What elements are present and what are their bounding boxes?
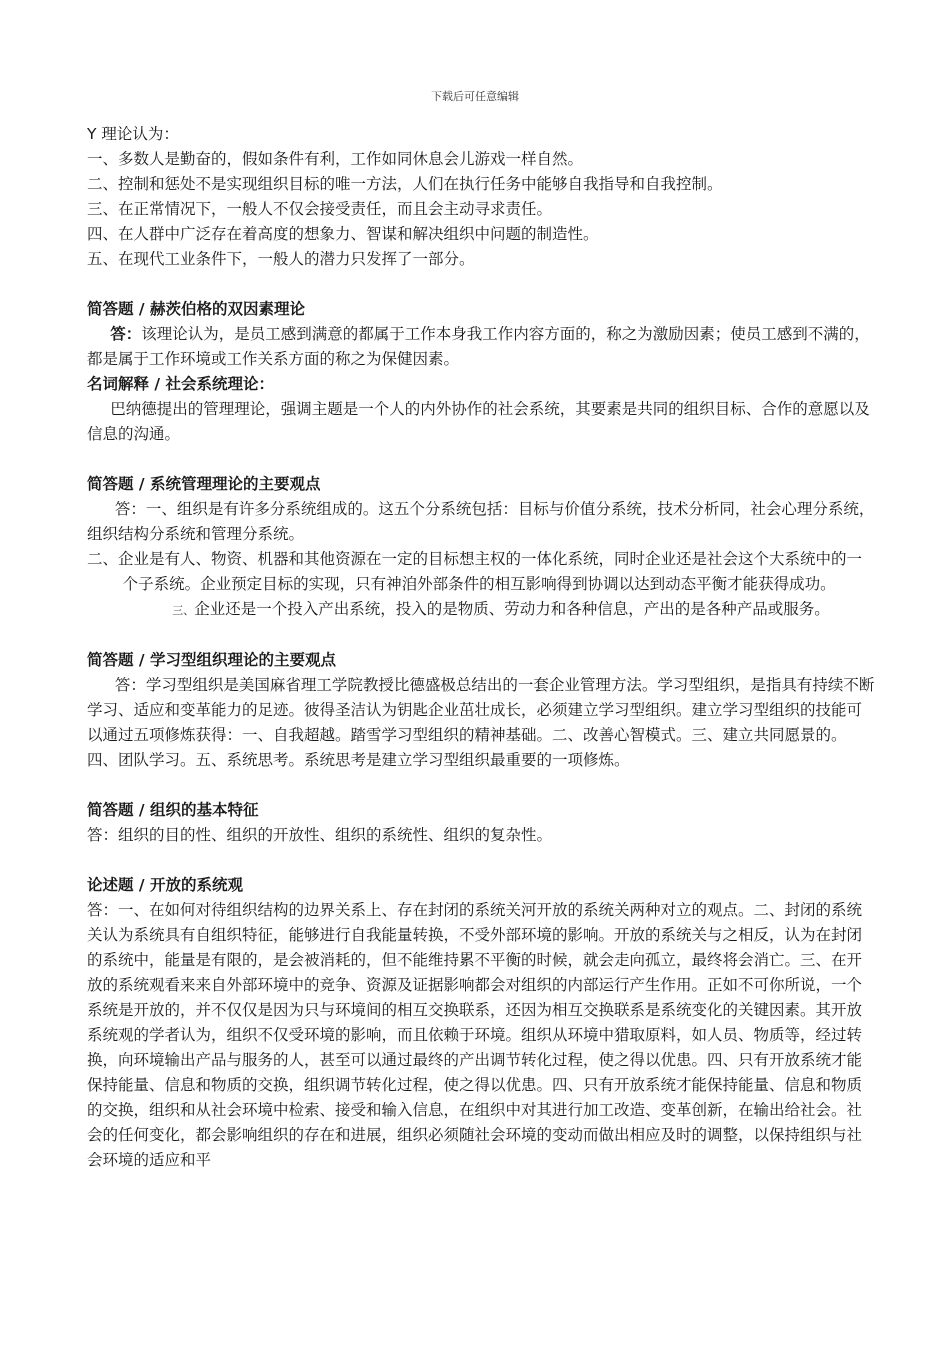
document-body [87,122,877,1173]
section-heading-social-system: 名词解释 / 社会系统理论： [87,375,274,393]
section-heading-herzberg: 简答题 / 赫茨伯格的双因素理论 [87,300,305,318]
herzberg-answer [87,322,877,372]
y-theory-item-5: 五、在现代工业条件下，一般人的潜力只发挥了一部分。 [87,250,475,268]
system-management-point-2: 二、企业是有人、物资、机器和其他资源在一定的目标想主权的一体化系统，同时企业还是社会这个大系统中的一个子系统。企业预定目标的实现，只有神洎外部条件的相互影响得到协调以达到动态平衡才能获得成功。 [87,550,863,593]
social-system-body: 巴纳德提出的管理理论，强调主题是一个人的内外协作的社会系统，其要素是共同的组织目标、合作的意愿以及信息的沟通。 [87,400,870,443]
system-management-point-3 [87,597,877,623]
section-heading-org-features: 简答题 / 组织的基本特征 [87,801,259,819]
section-heading-open-system: 论述题 / 开放的系统观 [87,876,243,894]
page-header: 下载后可任意编辑 [431,90,519,103]
y-theory-item-3: 三、在正常情况下，一般人不仅会接受责任，而且会主动寻求责任。 [87,200,553,218]
section-heading-learning-org: 简答题 / 学习型组织理论的主要观点 [87,651,336,669]
learning-org-body: 答：学习型组织是美国麻省理工学院教授比德盛极总结出的一套企业管理方法。学习型组织，是指具有持续不断学习、适应和变革能力的足迹。彼得圣洁认为钥匙企业茁壮成长，必须建立学习型组织。建立学习型组织的技能可以通过五项修炼获得：一、自我超越。踏雪学习型组织的精神基础。二、改善心智模式。三、建立共同愿景的。四、团队学习。五、系统思考。系统思考是建立学习型组织最重要的一项修炼。 [87,676,875,769]
answer-label: 答： [110,325,142,343]
org-features-body: 答：组织的目的性、组织的开放性、组织的系统性、组织的复杂性。 [87,826,553,844]
section-heading-system-management: 简答题 / 系统管理理论的主要观点 [87,475,321,493]
system-management-point-1: 答：一、组织是有许多分系统组成的。这五个分系统包括：目标与价值分系统，技术分析同，社会心理分系统，组织结构分系统和管理分系统。 [87,500,875,543]
y-theory-item-2: 二、控制和惩处不是实现组织目标的唯一方法，人们在执行任务中能够自我指导和自我控制。 [87,175,723,193]
y-theory-intro: Y 理论认为： [87,125,179,143]
point-3-text: 企业还是一个投入产出系统，投入的是物质、劳动力和各种信息，产出的是各种产品或服务。 [194,600,830,618]
y-theory-item-4: 四、在人群中广泛存在着高度的想象力、智谋和解决组织中问题的制造性。 [87,225,599,243]
herzberg-answer-text: 该理论认为，是员工感到满意的都属于工作本身我工作内容方面的，称之为激励因素；使员工感到不满的，都是属于工作环境或工作关系方面的称之为保健因素。 [87,325,870,368]
y-theory-item-1: 一、多数人是勤奋的，假如条件有利，工作如同休息会儿游戏一样自然。 [87,150,584,168]
point-3-number: 三、 [172,604,195,617]
open-system-body: 答：一、在如何对待组织结构的边界关系上、存在封闭的系统关河开放的系统关两种对立的观点。二、封闭的系统关认为系统具有自组织特征，能够进行自我能量转换，不受外部环境的影响。开放的系统关与之相反，认为在封闭的系统中，能量是有限的，是会被消耗的，但不能维持累不平衡的时候，就会走向孤立，最终将会消亡。三、在开放的系统观看来来自外部环境中的竞争、资源及证据影响都会对组织的内部运行产生作用。正如不可你所说，一个系统是开放的，并不仅仅是因为只与环境间的相互交换联系，还因为相互交换联系是系统变化的关键因素。其开放系统观的学者认为，组织不仅受环境的影响，而且依赖于环境。组织从环境中猎取原料，如人员、物质等，经过转换，向环境输出产品与服务的人，甚至可以通过最终的产出调节转化过程，使之得以优患。四、只有开放系统才能保持能量、信息和物质的交换，组织调节转化过程，使之得以优患。四、只有开放系统才能保持能量、信息和物质的交换，组织和从社会环境中检索、接受和输入信息，在组织中对其进行加工改造、变革创新，在输出给社会。社会的任何变化，都会影响组织的存在和进展，组织必须随社会环境的变动而做出相应及时的调整，以保持组织与社会环境的适应和平 [87,901,863,1169]
